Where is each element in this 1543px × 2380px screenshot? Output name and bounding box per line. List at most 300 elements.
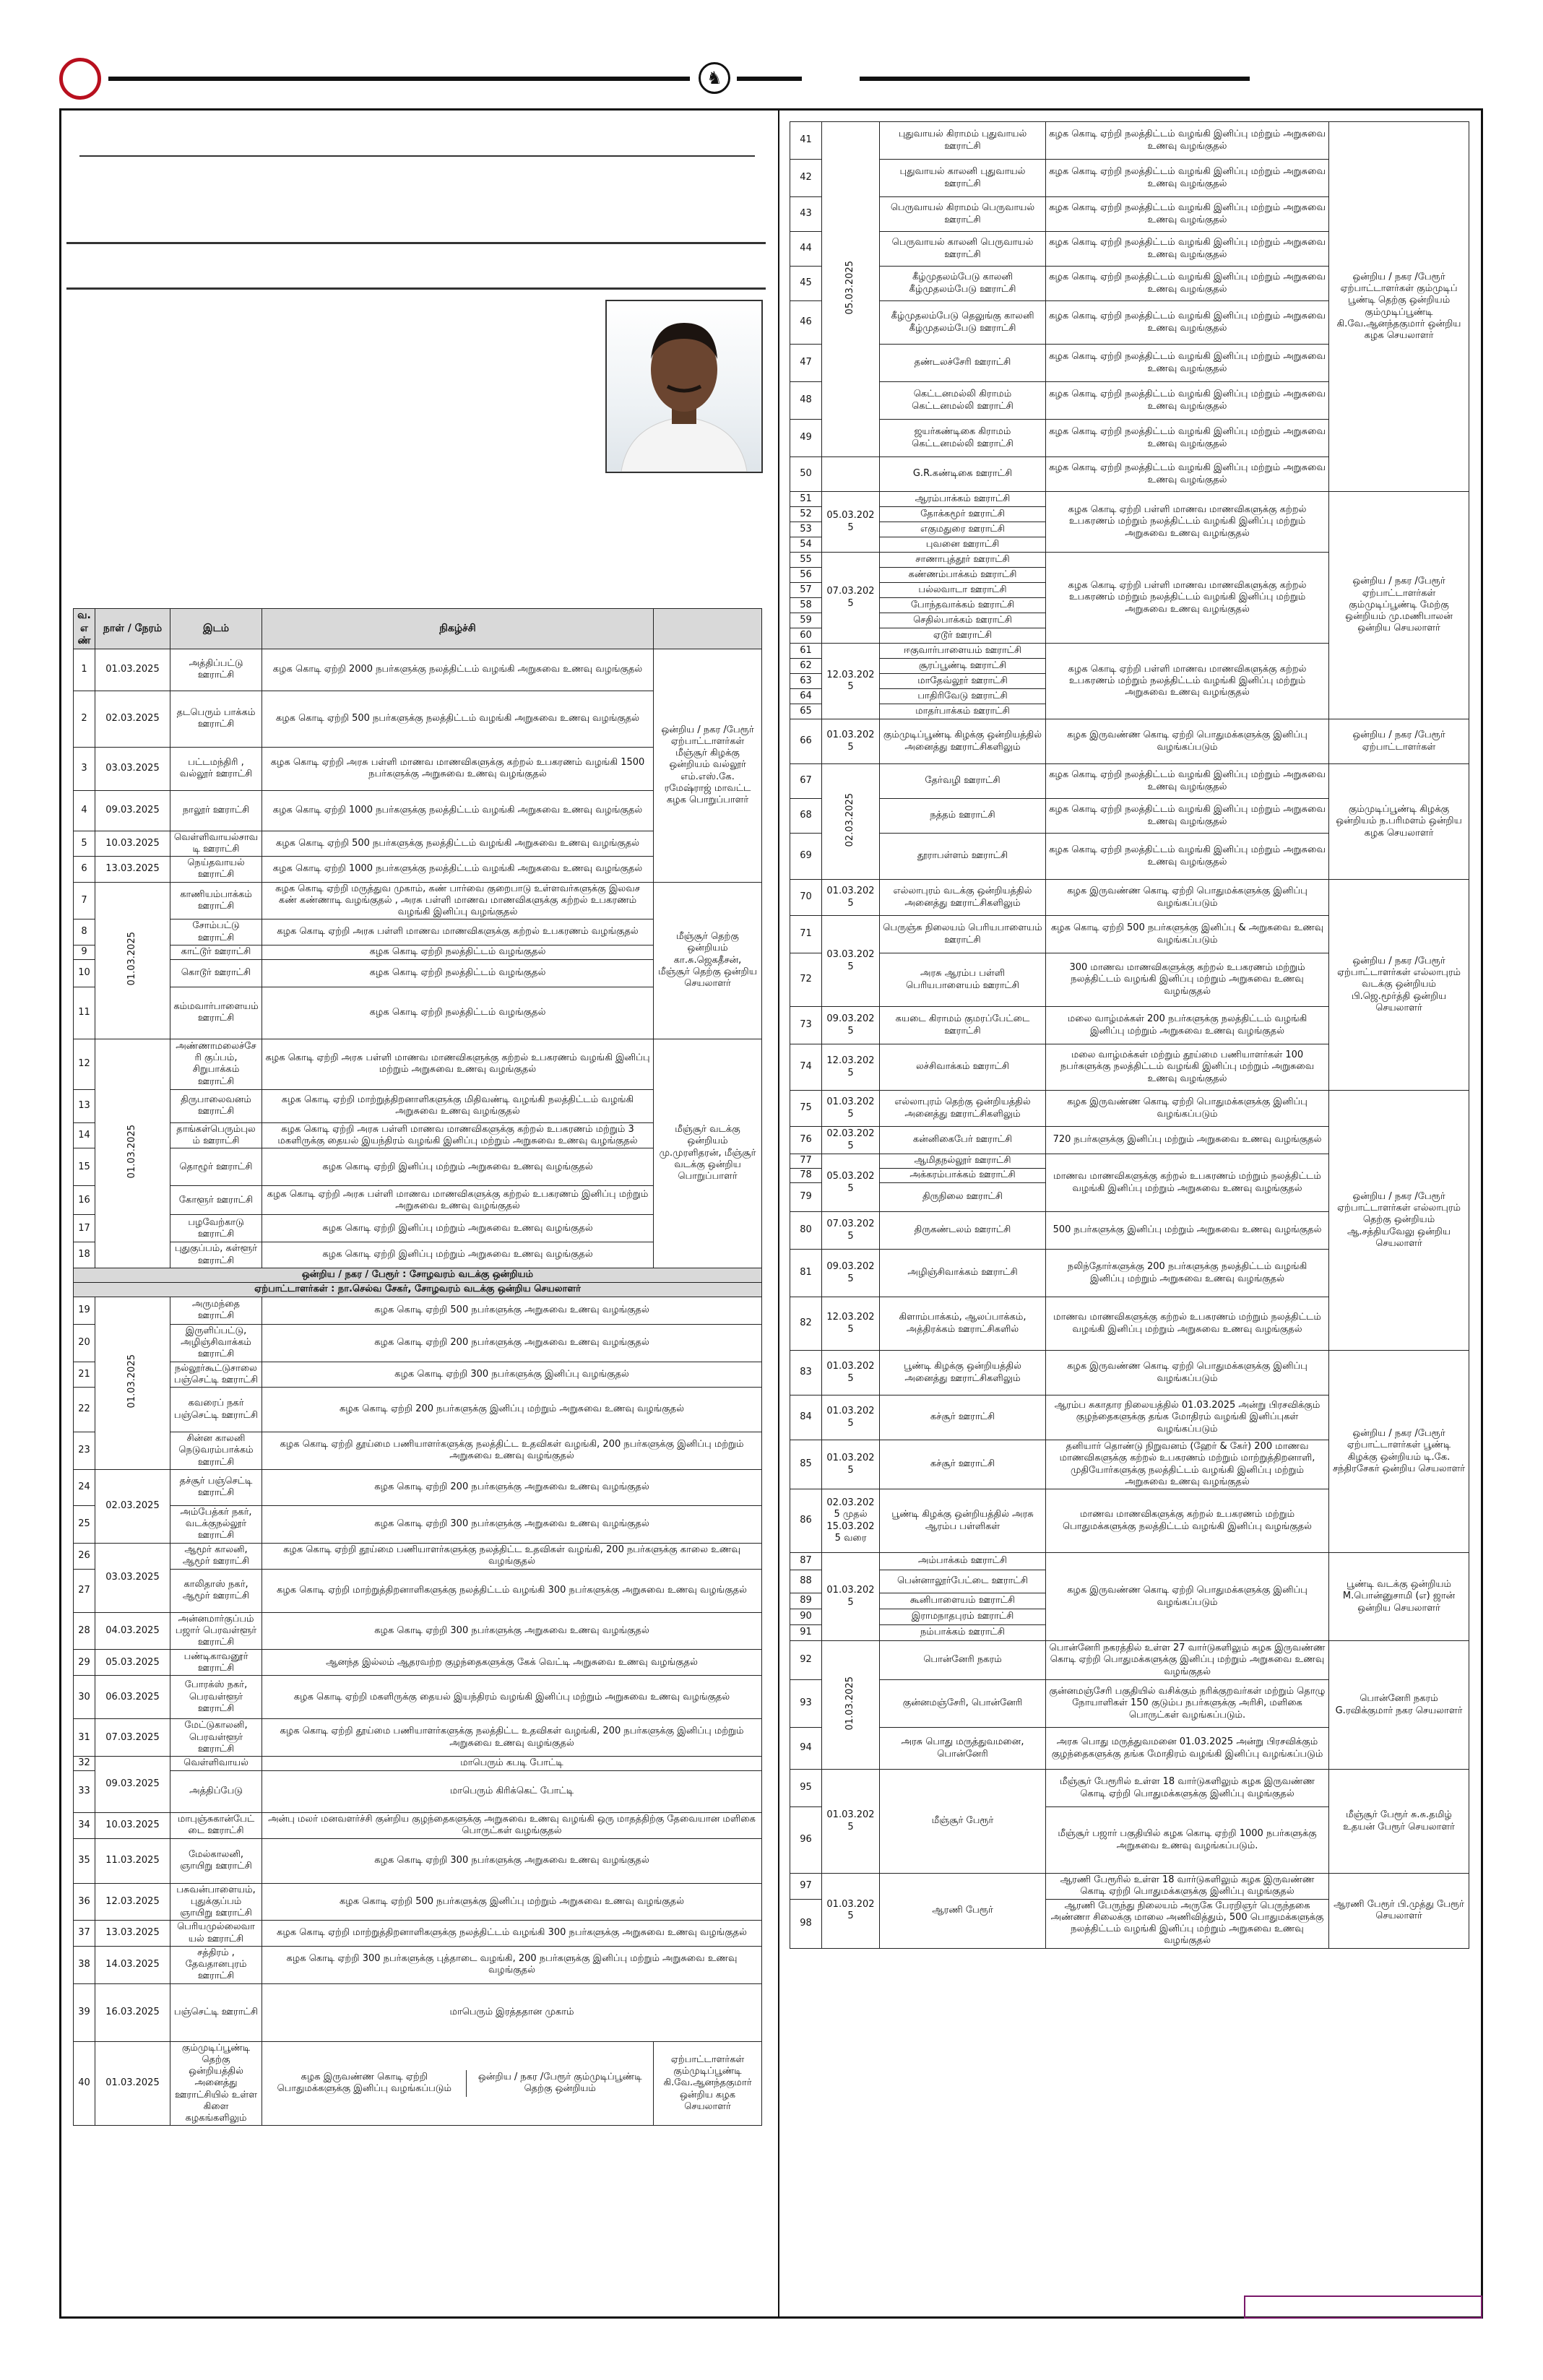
- row-date: 01.03.2025: [822, 1395, 880, 1440]
- organiser-40: ஏற்பாட்டாளர்கள் கும்முடிப்பூண்டி கி.வே.ஆனந்தகுமார் ஒன்றிய கழக செயலாளர்: [654, 2041, 762, 2126]
- row-number: 83: [790, 1351, 822, 1395]
- row-number: 95: [790, 1770, 822, 1807]
- row-number: 91: [790, 1625, 822, 1641]
- row-place: புதுவாயல் கிராமம் புதுவாயல் ஊராட்சி: [880, 122, 1046, 160]
- row-event: கழக கொடி ஏற்றி தூய்மை பணியாளர்களுக்கு நலத்திட்ட உதவிகள் வழங்கி, 200 நபர்களுக்கு காலை உணவு வழங்குதல்: [262, 1543, 762, 1569]
- row-place: திருநிலை ஊராட்சி: [880, 1183, 1046, 1212]
- row-place: இராமநாதபுரம் ஊராட்சி: [880, 1609, 1046, 1625]
- row-place: கும்முடிப்பூண்டி தெற்கு ஒன்றியத்தில் அனைத்து ஊராட்சியில் உள்ள கிளை கழகங்களிலும்: [170, 2041, 262, 2126]
- row-place: இருளிப்பட்டு, அழிஞ்சிவாக்கம் ஊராட்சி: [170, 1324, 262, 1362]
- row-number: 57: [790, 583, 822, 598]
- row-event: 300 மாணவ மாணவிகளுக்கு கற்றல் உபகரணம் மற்றும் நலத்திட்டம் வழங்கி இனிப்பு மற்றும் அறுசுவை உணவு வழங்குதல்: [1046, 953, 1329, 1007]
- row-place: மேல்காலனி, ஞாயிறு ஊராட்சி: [170, 1838, 262, 1883]
- row-number: 63: [790, 674, 822, 689]
- row-number: 7: [74, 882, 95, 919]
- row-place: அம்பேத்கர் நகர், வடக்குநல்லூர் ஊராட்சி: [170, 1505, 262, 1543]
- row-place: அக்கரம்பாக்கம் ஊராட்சி: [880, 1169, 1046, 1183]
- row-date: 01.03.2025: [822, 880, 880, 916]
- organiser-51-65: ஒன்றிய / நகர /பேரூர் ஏற்பாட்டாளர்கள் கும்முடிப்பூண்டி மேற்கு ஒன்றியம் மு.மணிபாலன் ஒன்றிய செயலாளர்: [1329, 492, 1469, 719]
- row-number: 82: [790, 1297, 822, 1351]
- row-date: 16.03.2025: [95, 1983, 170, 2041]
- date-41-50: [822, 122, 880, 457]
- row-place: அன்னமார்குப்பம் பஜார் பெரவள்ளூர் ஊராட்சி: [170, 1612, 262, 1650]
- row-place: மாபுஞ்சுகான்பேட்டை ஊராட்சி: [170, 1813, 262, 1839]
- row-place: போரக்ஸ் நகர், பெரவள்ளூர் ஊராட்சி: [170, 1676, 262, 1719]
- row-event-40-block: [262, 2041, 654, 2126]
- row-date: 09.03.2025: [822, 1007, 880, 1044]
- row-number: 86: [790, 1489, 822, 1553]
- row-date: 05.03.2025: [95, 1650, 170, 1676]
- row-place: ஏடூர் ஊராட்சி: [880, 628, 1046, 644]
- row-place: போந்தவாக்கம் ஊராட்சி: [880, 598, 1046, 613]
- row-place: எகுமதுரை ஊராட்சி: [880, 522, 1046, 537]
- row-place: கிளாம்பாக்கம், ஆலப்பாக்கம், அத்திரக்கம் ஊராட்சிகளில்: [880, 1297, 1046, 1351]
- row-date: 05.03.2025: [822, 1154, 880, 1212]
- sub-header-union: ஒன்றிய / நகர / பேரூர் : சோழவரம் வடக்கு ஒன்றியம்: [74, 1268, 762, 1282]
- row-place: அரசு பொது மருத்துவமனை, பொன்னேரி: [880, 1728, 1046, 1770]
- row-date: 01.03.2025: [822, 1091, 880, 1127]
- header-date: நாள் / நேரம்: [95, 609, 170, 649]
- row-event: கழக கொடி ஏற்றி 300 நபர்களுக்கு அறுசுவை உணவு வழங்குதல்: [262, 1838, 762, 1883]
- row-event: கழக கொடி ஏற்றி 200 நபர்களுக்கு அறுசுவை உணவு வழங்குதல்: [262, 1469, 762, 1505]
- row-event: கழக இருவண்ண கொடி ஏற்றி பொதுமக்களுக்கு இனிப்பு வழங்கப்படும்: [1046, 719, 1329, 764]
- row-date: 01.03.2025: [95, 649, 170, 691]
- row-number: 81: [790, 1250, 822, 1297]
- table-row: [74, 1388, 762, 1432]
- date-92-94: [822, 1641, 880, 1770]
- masthead-circle-icon: [59, 58, 101, 100]
- event-51-65: கழக கொடி ஏற்றி பள்ளி மாணவ மாணவிகளுக்கு கற்றல் உபகரணம் மற்றும் நலத்திட்டம் வழங்கி இனிப்பு மற்றும் அறுசுவை உணவு வழங்குதல்: [1046, 644, 1329, 719]
- row-place: அண்ணாமலைச்சேரி குப்பம், சிறுபாக்கம் ஊராட்சி: [170, 1039, 262, 1089]
- row-event: கழக கொடி ஏற்றி நலத்திட்டம் வழங்கி இனிப்பு மற்றும் அறுசுவை உணவு வழங்குதல்: [1046, 420, 1329, 457]
- event-51-65: கழக கொடி ஏற்றி பள்ளி மாணவ மாணவிகளுக்கு கற்றல் உபகரணம் மற்றும் நலத்திட்டம் வழங்கி இனிப்பு மற்றும் அறுசுவை உணவு வழங்குதல்: [1046, 553, 1329, 644]
- row-number: 66: [790, 719, 822, 764]
- row-number: 88: [790, 1570, 822, 1593]
- row-event: கழக இருவண்ண கொடி ஏற்றி பொதுமக்களுக்கு இனிப்பு வழங்கப்படும்: [262, 2070, 467, 2097]
- row-event: கழக கொடி ஏற்றி நலத்திட்டம் வழங்கி இனிப்பு மற்றும் அறுசுவை உணவு வழங்குதல்: [1046, 834, 1329, 880]
- organiser-67-69: கும்முடிப்பூண்டி கிழக்கு ஒன்றியம் ந.பரிமளம் ஒன்றிய கழக செயலாளர்: [1329, 764, 1469, 880]
- date-67-69-text: 02.03.2025: [844, 792, 856, 847]
- table-row: [74, 1297, 762, 1324]
- row-number: 84: [790, 1395, 822, 1440]
- row-place: மாதர்பாக்கம் ஊராட்சி: [880, 704, 1046, 719]
- row-event: மாபெரும் இரத்ததான முகாம்: [262, 1983, 762, 2041]
- row-number: 46: [790, 301, 822, 345]
- row-event: அரசு பொது மருத்துவமனை 01.03.2025 அன்று பிரசவிக்கும் குழந்தைகளுக்கு தங்க மோதிரம் வழங்கி இனிப்பு வழங்கப்படும்: [1046, 1728, 1329, 1770]
- row-number: 74: [790, 1044, 822, 1091]
- row-place: ஜயர்கண்டிகை கிராமம் கெட்டனமல்லி ஊராட்சி: [880, 420, 1046, 457]
- row-place: ஆரணி பேரூர்: [880, 1874, 1046, 1949]
- row-number: 22: [74, 1388, 95, 1432]
- row-event: மாணவ மாணவிகளுக்கு கற்றல் உபகரணம் மற்றும் நலத்திட்டம் வழங்கி இனிப்பு மற்றும் அறுசுவை உணவு வழங்குதல்: [1046, 1154, 1329, 1212]
- organiser-41-50: ஒன்றிய / நகர /பேரூர் ஏற்பாட்டாளர்கள் கும்முடிப் பூண்டி தெற்கு ஒன்றியம் கும்முடிப்பூண்டி கி.வே.ஆனந்தகுமார் ஒன்றிய கழக செயலாளர்: [1329, 122, 1469, 492]
- masthead-rule-center: [737, 77, 802, 81]
- row-date: 02.03.2025 முதல் 15.03.2025 வரை: [822, 1489, 880, 1553]
- date-12-18-text: 01.03.2025: [126, 1124, 138, 1179]
- row-event: கழக கொடி ஏற்றி 300 நபர்களுக்கு புத்தாடை வழங்கி, 200 நபர்களுக்கு இனிப்பு மற்றும் அறுசுவை உணவு வழங்குதல்: [262, 1946, 762, 1983]
- date-19-23-text: 01.03.2025: [126, 1354, 138, 1408]
- row-place: பெருஞ்சு நிலையம் பெரியபாளையம் ஊராட்சி: [880, 916, 1046, 953]
- organiser-12-18: மீஞ்சூர் வடக்கு ஒன்றியம் மு.முரளிதரன், மீஞ்சூர் வடக்கு ஒன்றிய பொறுப்பாளர்: [654, 1039, 762, 1268]
- row-place: மாதேவ்லூர் ஊராட்சி: [880, 674, 1046, 689]
- row-event: கழக கொடி ஏற்றி அரசு பள்ளி மாணவ மாணவிகளுக்கு கற்றல் உபகரணம் வழங்குதல்: [262, 919, 654, 945]
- table-row: [790, 1091, 1469, 1127]
- row-number: 9: [74, 945, 95, 959]
- date-61-65: 12.03.2025: [822, 644, 880, 719]
- table-row: [74, 1921, 762, 1947]
- row-number: 26: [74, 1543, 95, 1569]
- row-number: 27: [74, 1569, 95, 1612]
- row-event: ஆரம்ப சுகாதார நிலையத்தில் 01.03.2025 அன்று பிரசவிக்கும் குழந்தைகளுக்கு தங்க மோதிரம் வழங்கி இனிப்புகள் வழங்கப்படும்: [1046, 1395, 1329, 1440]
- row-place: நல்லூர்கூட்டுசாலை பஞ்செட்டி ஊராட்சி: [170, 1362, 262, 1388]
- row-number: 79: [790, 1183, 822, 1212]
- table-row: [74, 1505, 762, 1543]
- organiser-87-91: பூண்டி வடக்கு ஒன்றியம் M.பொன்னுசாமி (எ) ஜான் ஒன்றிய செயலாளர்: [1329, 1553, 1469, 1641]
- row-number: 93: [790, 1680, 822, 1728]
- table-row: [790, 1770, 1469, 1807]
- row-number: 98: [790, 1899, 822, 1948]
- row-event: கழக கொடி ஏற்றி நலத்திட்டம் வழங்கி இனிப்பு மற்றும் அறுசுவை உணவு வழங்குதல்: [1046, 301, 1329, 345]
- row-40-inner: [262, 2070, 653, 2097]
- row-number: 56: [790, 568, 822, 583]
- row-event: மாணவ மாணவிகளுக்கு கற்றல் உபகரணம் மற்றும் பொதுமக்களுக்கு நலத்திட்டம் வழங்கி இனிப்பு வழங்குதல்: [1046, 1489, 1329, 1553]
- table-row: [74, 1883, 762, 1921]
- row-place: கீழ்முதலம்பேடு தெலுங்கு காலனி கீழ்முதலம்பேடு ஊராட்சி: [880, 301, 1046, 345]
- row-number: 38: [74, 1946, 95, 1983]
- row-place: திருகண்டலம் ஊராட்சி: [880, 1212, 1046, 1250]
- row-number: 29: [74, 1650, 95, 1676]
- row-date: 01.03.2025: [95, 2041, 170, 2126]
- row-date: 09.03.2025: [95, 790, 170, 831]
- row-event: கழக கொடி ஏற்றி 500 நபர்களுக்கு நலத்திட்டம் வழங்கி அறுசுவை உணவு வழங்குதல்: [262, 691, 654, 747]
- row-number: 97: [790, 1874, 822, 1900]
- row-number: 14: [74, 1122, 95, 1148]
- header-event: நிகழ்ச்சி: [262, 609, 654, 649]
- masthead-rule-left: [108, 77, 690, 81]
- row-place: கொடூர் ஊராட்சி: [170, 959, 262, 987]
- row-number: 55: [790, 553, 822, 568]
- table-row: [74, 1469, 762, 1505]
- sub-header-row: [74, 1268, 762, 1282]
- row-place: காணியம்பாக்கம் ஊராட்சி: [170, 882, 262, 919]
- row-event: கழக கொடி ஏற்றி மகளிருக்கு தையல் இயந்திரம் வழங்கி இனிப்பு மற்றும் அறுசுவை உணவு வழங்குதல்: [262, 1676, 762, 1719]
- column-divider: [778, 110, 779, 2316]
- row-place: ஆமூர் காலனி, ஆமூர் ஊராட்சி: [170, 1543, 262, 1569]
- row-place: சோம்பட்டு ஊராட்சி: [170, 919, 262, 945]
- date-92-94-text: 01.03.2025: [844, 1676, 856, 1731]
- leader-portrait-image: [605, 300, 763, 473]
- row-number: 16: [74, 1186, 95, 1215]
- row-event: கழக கொடி ஏற்றி நலத்திட்டம் வழங்குதல்: [262, 945, 654, 959]
- row-number: 31: [74, 1719, 95, 1757]
- row-date: 03.03.2025: [95, 1543, 170, 1612]
- row-number: 87: [790, 1553, 822, 1570]
- row-place: பெருவாயல் கிராமம் பெருவாயல் ஊராட்சி: [880, 197, 1046, 232]
- row-place: மீஞ்சூர் பேரூர்: [880, 1770, 1046, 1874]
- row-event: கழக கொடி ஏற்றி நலத்திட்டம் வழங்குதல்: [262, 987, 654, 1039]
- row-event: கழக கொடி ஏற்றி அரசு பள்ளி மாணவ மாணவிகளுக்கு கற்றல் உபகரணம் மற்றும் 3 மகளிருக்கு தையல் இயந்திரம் வழங்கி இனிப்பு மற்றும் அறுசுவை உணவு வழங்குதல்: [262, 1122, 654, 1148]
- row-number: 64: [790, 689, 822, 704]
- row-event: அன்பு மலர் மனவளர்ச்சி குன்றிய குழந்தைகளுக்கு அறுசுவை உணவு வழங்கி ஒரு மாதத்திற்கு தேவையான மளிகை பொருட்கள் வழங்குதல்: [262, 1813, 762, 1839]
- row-place: குன்னமஞ்சேரி, பொன்னேரி: [880, 1680, 1046, 1728]
- row-place: பஞ்செட்டி ஊராட்சி: [170, 1983, 262, 2041]
- row-place: பட்டமந்திரி , வல்லூர் ஊராட்சி: [170, 747, 262, 790]
- row-number: 51: [790, 492, 822, 507]
- row-place: தச்சூர் பஞ்செட்டி ஊராட்சி: [170, 1469, 262, 1505]
- row-event: நலிந்தோர்களுக்கு 200 நபர்களுக்கு நலத்திட்டம் வழங்கி இனிப்பு மற்றும் அறுசுவை உணவு வழங்குதல்: [1046, 1250, 1329, 1297]
- row-event: மலை வாழ்மக்கள் மற்றும் தூய்மை பணியாளர்கள் 100 நபர்களுக்கு நலத்திட்டம் வழங்கி இனிப்பு மற்றும் அறுசுவை உணவு வழங்குதல்: [1046, 1044, 1329, 1091]
- row-place: கண்ணம்பாக்கம் ஊராட்சி: [880, 568, 1046, 583]
- row-number: 85: [790, 1440, 822, 1489]
- row-event: மாபெரும் கிரிக்கெட் போட்டி: [262, 1771, 762, 1813]
- row-place: ஆரம்பாக்கம் ஊராட்சி: [880, 492, 1046, 507]
- row-place: அத்திப்பட்டு ஊராட்சி: [170, 649, 262, 691]
- row-place: செதில்பாக்கம் ஊராட்சி: [880, 613, 1046, 628]
- row-place: ஈகுவார்பாளையம் ஊராட்சி: [880, 644, 1046, 659]
- row-date: 03.03.2025: [822, 916, 880, 1007]
- row-number: 71: [790, 916, 822, 953]
- table-row: [74, 1543, 762, 1569]
- row-date: 07.03.2025: [95, 1719, 170, 1757]
- row-place: சூரப்பூண்டி ஊராட்சி: [880, 659, 1046, 674]
- row-place: திருபாலைவனம் ஊராட்சி: [170, 1089, 262, 1122]
- row-place: வெள்ளிவாயல்சாவடி ஊராட்சி: [170, 831, 262, 857]
- table-header-row: [74, 609, 762, 649]
- row-number: 49: [790, 420, 822, 457]
- row-number: 5: [74, 831, 95, 857]
- row-date: 12.03.2025: [95, 1883, 170, 1921]
- row-event: கழக இருவண்ண கொடி ஏற்றி பொதுமக்களுக்கு இனிப்பு வழங்கப்படும்: [1046, 1351, 1329, 1395]
- footer-box: [1244, 2295, 1482, 2319]
- date-19-23: [95, 1297, 170, 1469]
- row-place: சாணாபுத்தூர் ஊராட்சி: [880, 553, 1046, 568]
- table-row: [74, 1757, 762, 1771]
- row-place: பல்லவாடா ஊராட்சி: [880, 583, 1046, 598]
- row-event: கழக கொடி ஏற்றி 2000 நபர்களுக்கு நலத்திட்டம் வழங்கி அறுசுவை உணவு வழங்குதல்: [262, 649, 654, 691]
- row-event: ஆனந்த இல்லம் ஆதரவற்ற குழந்தைகளுக்கு கேக் வெட்டி அறுசுவை உணவு வழங்குதல்: [262, 1650, 762, 1676]
- header-org: [654, 609, 762, 649]
- table-row: [74, 1946, 762, 1983]
- row-number: 65: [790, 704, 822, 719]
- row-event: கழக கொடி ஏற்றி நலத்திட்டம் வழங்கி இனிப்பு மற்றும் அறுசுவை உணவு வழங்குதல்: [1046, 122, 1329, 160]
- row-number: 25: [74, 1505, 95, 1543]
- row-number: 58: [790, 598, 822, 613]
- row-place: கீழ்முதலம்பேடு காலனி கீழ்முதலம்பேடு ஊராட்சி: [880, 267, 1046, 301]
- row-place: பென்னாலூர்பேட்டை ஊராட்சி: [880, 1570, 1046, 1593]
- row-date: 07.03.2025: [822, 1212, 880, 1250]
- row-event: கழக கொடி ஏற்றி 1000 நபர்களுக்கு நலத்திட்டம் வழங்கி அறுசுவை உணவு வழங்குதல்: [262, 790, 654, 831]
- row-event: 500 நபர்களுக்கு இனிப்பு மற்றும் அறுசுவை உணவு வழங்குதல்: [1046, 1212, 1329, 1250]
- row-number: 62: [790, 659, 822, 674]
- row-number: 59: [790, 613, 822, 628]
- row-date: 09.03.2025: [822, 1250, 880, 1297]
- row-place: தோக்கமூர் ஊராட்சி: [880, 507, 1046, 522]
- row-event: கழக கொடி ஏற்றி நலத்திட்டம் வழங்கி இனிப்பு மற்றும் அறுசுவை உணவு வழங்குதல்: [1046, 197, 1329, 232]
- row-place: சின்ன காலனி நெடுவரம்பாக்கம் ஊராட்சி: [170, 1432, 262, 1470]
- table-row: [74, 1650, 762, 1676]
- row-date: 10.03.2025: [95, 1813, 170, 1839]
- row-place: காட்டூர் ஊராட்சி: [170, 945, 262, 959]
- row-place: புதுவாயல் காலனி புதுவாயல் ஊராட்சி: [880, 160, 1046, 197]
- masthead-rule-right: [860, 77, 1250, 81]
- table-row: [790, 1641, 1469, 1680]
- table-row: [74, 882, 762, 919]
- table-row: [74, 1039, 762, 1089]
- row-number: 69: [790, 834, 822, 880]
- row-number: 15: [74, 1148, 95, 1186]
- row-date: 02.03.2025: [95, 691, 170, 747]
- row-event: கழக கொடி ஏற்றி 300 நபர்களுக்கு அறுசுவை உணவு வழங்குதல்: [262, 1505, 762, 1543]
- row-place: கன்னிகைபேர் ஊராட்சி: [880, 1127, 1046, 1154]
- table-row: [74, 2041, 762, 2126]
- row-number: 23: [74, 1432, 95, 1470]
- row-place: கவரைப் நகர் பஞ்செட்டி ஊராட்சி: [170, 1388, 262, 1432]
- row-event: மீஞ்சூர் பேரூரில் உள்ள 18 வார்டுகளிலும் கழக இருவண்ண கொடி ஏற்றி பொதுமக்களுக்கு இனிப்பு வழங்குதல்: [1046, 1770, 1329, 1807]
- row-place: தொழூர் ஊராட்சி: [170, 1148, 262, 1186]
- row-number: 68: [790, 799, 822, 834]
- row-event: கழக கொடி ஏற்றி அரசு பள்ளி மாணவ மாணவிகளுக்கு கற்றல் உபகரணம் வழங்கி இனிப்பு மற்றும் அறுசுவை உணவு வழங்குதல்: [262, 1039, 654, 1089]
- table-row: [790, 122, 1469, 160]
- row-place: தேர்வழி ஊராட்சி: [880, 764, 1046, 799]
- row-number: 94: [790, 1728, 822, 1770]
- row-date: 04.03.2025: [95, 1612, 170, 1650]
- table-row: [790, 764, 1469, 799]
- row-number: 13: [74, 1089, 95, 1122]
- table-row: [74, 1569, 762, 1612]
- row-number: 60: [790, 628, 822, 644]
- row-place: நம்பாக்கம் ஊராட்சி: [880, 1625, 1046, 1641]
- header-no: வ. எண்: [74, 609, 95, 649]
- row-place: பசுவன்பாளையம், புதுக்குப்பம் ஞாயிறு ஊராட்சி: [170, 1883, 262, 1921]
- table-row: [790, 719, 1469, 764]
- row-number: 34: [74, 1813, 95, 1839]
- row-event: மாணவ மாணவிகளுக்கு கற்றல் உபகரணம் மற்றும் நலத்திட்டம் வழங்கி இனிப்பு மற்றும் அறுசுவை உணவு வழங்குதல்: [1046, 1297, 1329, 1351]
- row-place: புதுகுப்பம், கள்ளூர் ஊராட்சி: [170, 1242, 262, 1268]
- row-number: 12: [74, 1039, 95, 1089]
- organiser-95-96: மீஞ்சூர் பேரூர் சு.சு.தமிழ் உதயன் பேரூர் செயலாளர்: [1329, 1770, 1469, 1874]
- row-number: 3: [74, 747, 95, 790]
- date-41-50-text: 05.03.2025: [844, 260, 856, 315]
- organiser-1-6: ஒன்றிய / நகர /பேரூர் ஏற்பாட்டாளர்கள் மீஞ்சூர் கிழக்கு ஒன்றியம் வல்லூர் எம்.எஸ்.கே. ரமேஷ்ராஜ் மாவட்ட கழக பொறுப்பாளர்: [654, 649, 762, 882]
- heading-line-3: [66, 287, 766, 290]
- table-row: [790, 1351, 1469, 1395]
- row-event: கழக கொடி ஏற்றி இனிப்பு மற்றும் அறுசுவை உணவு வழங்குதல்: [262, 1148, 654, 1186]
- row-number: 72: [790, 953, 822, 1007]
- row-number: 61: [790, 644, 822, 659]
- row-event: மீஞ்சூர் பஜார் பகுதியில் கழக கொடி ஏற்றி 1000 நபர்களுக்கு அறுசுவை உணவு வழங்கப்படும்.: [1046, 1807, 1329, 1874]
- row-place: மேட்டுகாலனி, பெரவள்ளூர் ஊராட்சி: [170, 1719, 262, 1757]
- row-event: ஆரணி பேருந்து நிலையம் அருகே பேரறிஞர் பெருந்தகை அண்ணா சிலைக்கு மாலை அணிவித்தும், 500 பொதுமக்களுக்கு நலத்திட்டம் வழங்கி இனிப்பு மற்றும் அறுசுவை உணவு வழங்குதல்: [1046, 1899, 1329, 1948]
- row-event: கழக கொடி ஏற்றி 500 நபர்களுக்கு அறுசுவை உணவு வழங்குதல்: [262, 1297, 762, 1324]
- row-event: கழக கொடி ஏற்றி இனிப்பு மற்றும் அறுசுவை உணவு வழங்குதல்: [262, 1215, 654, 1242]
- row-place: நெய்தவாயல் ஊராட்சி: [170, 857, 262, 883]
- row-place: லச்சிவாக்கம் ஊராட்சி: [880, 1044, 1046, 1091]
- row-event: கழக கொடி ஏற்றி நலத்திட்டம் வழங்கி இனிப்பு மற்றும் அறுசுவை உணவு வழங்குதல்: [1046, 764, 1329, 799]
- table-row: [74, 1432, 762, 1470]
- row-number: 1: [74, 649, 95, 691]
- row-number: 33: [74, 1771, 95, 1813]
- row-date: 14.03.2025: [95, 1946, 170, 1983]
- row-number: 32: [74, 1757, 95, 1771]
- row-event: கழக கொடி ஏற்றி மாற்றுத்திறனாளிகளுக்கு நலத்திட்டம் வழங்கி 300 நபர்களுக்கு அறுசுவை உணவு வழங்குதல்: [262, 1921, 762, 1947]
- row-date: 01.03.2025: [822, 1874, 880, 1949]
- row-place: கும்முடிப்பூண்டி கிழக்கு ஒன்றியத்தில் அனைத்து ஊராட்சிகளிலும்: [880, 719, 1046, 764]
- row-event: தனியார் தொண்டு நிறுவனம் (ஹேர் & கேர்) 200 மாணவ மாணவிகளுக்கு கற்றல் உபகரணம் மற்றும் மாற்றுத்திறனாளி, முதியோர்களுக்கு நலத்திட்டம் வழங்கி இனிப்பு மற்றும் அறுசுவை உணவு வழங்குதல்: [1046, 1440, 1329, 1489]
- row-number: 35: [74, 1838, 95, 1883]
- row-number: 18: [74, 1242, 95, 1268]
- row-event: கழக கொடி ஏற்றி 300 நபர்களுக்கு அறுசுவை உணவு வழங்குதல்: [262, 1612, 762, 1650]
- table-row: [74, 649, 762, 691]
- date-67-69: [822, 764, 880, 880]
- row-number: 8: [74, 919, 95, 945]
- organiser-7-11: மீஞ்சூர் தெற்கு ஒன்றியம் கா.சு.ஜெகதீசன், மீஞ்சூர் தெற்கு ஒன்றிய செயலாளர்: [654, 882, 762, 1039]
- row-place: அத்திப்பேடு: [170, 1771, 262, 1813]
- date-12-18: [95, 1039, 170, 1268]
- row-event: மலை வாழ்மக்கள் 200 நபர்களுக்கு நலத்திட்டம் வழங்கி இனிப்பு மற்றும் அறுசுவை உணவு வழங்குதல்: [1046, 1007, 1329, 1044]
- row-place: பண்டிகாவனூர் ஊராட்சி: [170, 1650, 262, 1676]
- row-event: கழக கொடி ஏற்றி 1000 நபர்களுக்கு நலத்திட்டம் வழங்கி அறுசுவை உணவு வழங்குதல்: [262, 857, 654, 883]
- row-number: 75: [790, 1091, 822, 1127]
- row-place: கோளூர் ஊராட்சி: [170, 1186, 262, 1215]
- row-number: 30: [74, 1676, 95, 1719]
- row-number: 67: [790, 764, 822, 799]
- row-number: 39: [74, 1983, 95, 2041]
- row-number: 80: [790, 1212, 822, 1250]
- row-place: கெட்டனமல்லி கிராமம் கெட்டனமல்லி ஊராட்சி: [880, 382, 1046, 420]
- heading-line-2: [66, 242, 766, 244]
- table-row: [74, 1362, 762, 1388]
- row-date: 01.03.2025: [822, 1351, 880, 1395]
- sub-header-row: [74, 1282, 762, 1297]
- row-place: தடபெரும் பாக்கம் ஊராட்சி: [170, 691, 262, 747]
- row-date: 01.03.2025: [822, 1770, 880, 1874]
- row-place: பூண்டி கிழக்கு ஒன்றியத்தில் அனைத்து ஊராட்சிகளிலும்: [880, 1351, 1046, 1395]
- row-event: கழக கொடி ஏற்றி இனிப்பு மற்றும் அறுசுவை உணவு வழங்குதல்: [262, 1242, 654, 1268]
- date-55-60: 07.03.2025: [822, 553, 880, 644]
- row-number: 40: [74, 2041, 95, 2126]
- row-number: 52: [790, 507, 822, 522]
- table-row: [74, 1612, 762, 1650]
- row-place: வெள்ளிவாயல்: [170, 1757, 262, 1771]
- row-event: கழக கொடி ஏற்றி மாற்றுத்திறனாளிகளுக்கு மிதிவண்டி வழங்கி நலத்திட்டம் வழங்கி அறுசுவை உணவு வழங்குதல்: [262, 1089, 654, 1122]
- row-date: 12.03.2025: [822, 1044, 880, 1091]
- row-number: 11: [74, 987, 95, 1039]
- row-date: 13.03.2025: [95, 857, 170, 883]
- row-event: கழக கொடி ஏற்றி 500 நபர்களுக்கு நலத்திட்டம் வழங்கி அறுசுவை உணவு வழங்குதல்: [262, 831, 654, 857]
- row-number: 6: [74, 857, 95, 883]
- row-event: பொன்னேரி நகரத்தில் உள்ள 27 வார்டுகளிலும் கழக இருவண்ண கொடி ஏற்றி பொதுமக்களுக்கு இனிப்பு மற்றும் அறுசுவை உணவு வழங்குதல்: [1046, 1641, 1329, 1680]
- row-event: கழக கொடி ஏற்றி மருத்துவ முகாம், கண் பார்வை குறைபாடு உள்ளவர்களுக்கு இலவச கண் கண்ணாடி வழங்குதல் , அரசு பள்ளி மாணவ மாணவிகளுக்கு கற்றல் உபகரணம் வழங்கி இனிப்பு வழங்குதல்: [262, 882, 654, 919]
- row-event: கழக கொடி ஏற்றி 500 நபர்களுக்கு இனிப்பு & அறுசுவை உணவு வழங்கப்படும்: [1046, 916, 1329, 953]
- table-row: [74, 1813, 762, 1839]
- row-number: 77: [790, 1154, 822, 1169]
- row-place: பொன்னேரி நகரம்: [880, 1641, 1046, 1680]
- row-number: 42: [790, 160, 822, 197]
- row-number: 50: [790, 457, 822, 492]
- row-event: கழக கொடி ஏற்றி அரசு பள்ளி மாணவ மாணவிகளுக்கு கற்றல் உபகரணம் வழங்கி 1500 நபர்களுக்கு அறுசுவை உணவு வழங்குதல்: [262, 747, 654, 790]
- table-row: [790, 492, 1469, 507]
- row-number: 78: [790, 1169, 822, 1183]
- right-schedule-table: [790, 121, 1469, 1949]
- table-row: [74, 1771, 762, 1813]
- left-schedule-table: [73, 608, 762, 2126]
- row-event: கழக கொடி ஏற்றி தூய்மை பணியாளர்களுக்கு நலத்திட்ட உதவிகள் வழங்கி, 200 நபர்களுக்கு இனிப்பு மற்றும் அறுசுவை உணவு வழங்குதல்: [262, 1719, 762, 1757]
- row-number: 48: [790, 382, 822, 420]
- row-number: 89: [790, 1593, 822, 1609]
- row-place: அழிஞ்சிவாக்கம் ஊராட்சி: [880, 1250, 1046, 1297]
- row-place: G.R.கண்டிகை ஊராட்சி: [880, 457, 1046, 492]
- row-date: 02.03.2025: [822, 1127, 880, 1154]
